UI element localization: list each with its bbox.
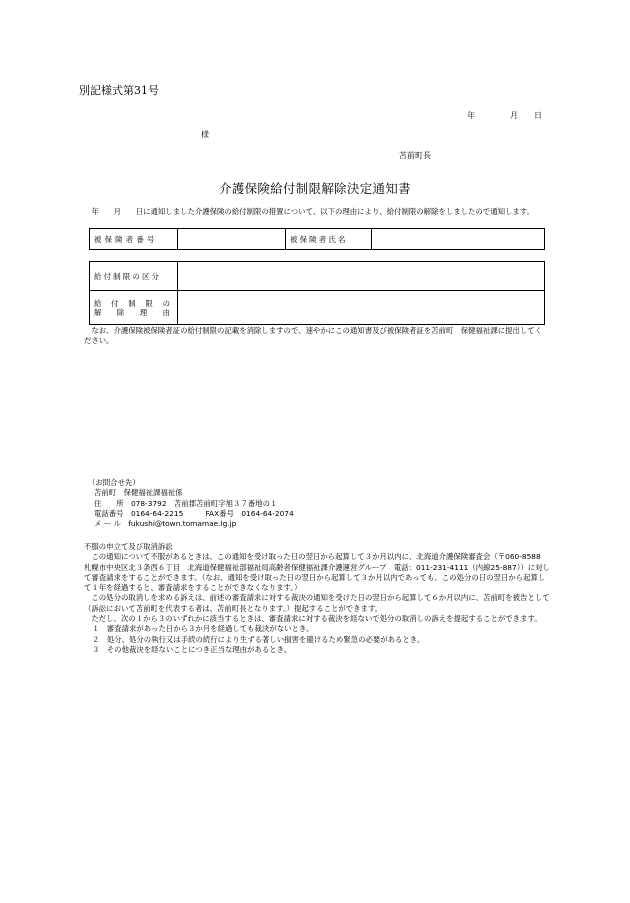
insured-number-value [178,229,286,250]
restriction-category-value [178,262,545,291]
date-year: 年 [467,111,475,120]
intro-text: 年 月 日に通知しました介護保険の給付制限の措置について、以下の理由により、給付制限の解除をしましたので通知します。 [84,207,534,216]
appeal-paragraph-1: この通知について不服があるときは、この通知を受け取った日の翌日から起算して３か月以内に、北海道介護保険審査会（〒060-8588 札幌市中央区北３条西６丁目 北海道保健福祉部福祉局高齢者保健福祉課介護運営グループ 電話：011-231-4111（内線25-887））に対して審査請求をすることができます。（なお、通知を受け取った日の翌日から起算して３か月以内であっても、この処分の日の翌日から起算して１年を経過すると、審査請求をすることができなくなります。） [84,552,550,593]
contact-department: 苫前町 保健福祉課福祉係 [94,488,183,498]
appeal-heading: 不服の申立て及び取消訴訟 [84,542,173,551]
appeal-section [84,542,550,655]
date-line [467,110,542,121]
document-title: 介護保険給付制限解除決定通知書 [219,181,411,196]
restriction-table [89,261,545,325]
restriction-category-label: 給付制限の区分 [90,262,178,291]
insured-name-value [372,229,545,250]
insured-number-label: 被保険者番号 [90,229,178,250]
insured-name-label: 被保険者氏名 [286,229,372,250]
issuer: 苫前町長 [399,151,431,160]
date-month: 月 [510,111,518,120]
insured-info-table [89,228,545,250]
note-text: なお、介護保険被保険者証の給付制限の記載を消除しますので、速やかにこの通知書及び被保険者証を苫前町 保健福祉課に提出してください。 [84,326,543,346]
contact-email: メ ー ル fukushi@town.tomamae.lg.jp [94,519,237,529]
reason-label-line1: 給 付 制 限 の [94,298,170,308]
contact-heading: （お問合せ先） [88,478,140,487]
cancellation-reason-label [90,291,178,325]
form-number: 別記様式第31号 [79,84,159,97]
appeal-item: ３ その他裁決を経ないことにつき正当な理由があるとき。 [92,644,292,654]
cancellation-reason-value [178,291,545,325]
date-day: 日 [534,111,542,120]
reason-label-line2: 解 除 理 由 [94,307,170,317]
contact-address: 住 所 078-3792 苫前郡苫前町字旭３７番地の１ [94,498,278,508]
appeal-item: ２ 処分、処分の執行又は手続の続行により生ずる著しい損害を避けるため緊急の必要があるとき。 [92,634,425,644]
contact-block [88,478,294,529]
appeal-paragraph-2: この処分の取消しを求める訴えは、前述の審査請求に対する裁決の通知を受けた日の翌日から起算して６か月以内に、苫前町を被告として（訴訟において苫前町を代表する者は、苫前町長となります。）提起することができます。 [84,593,550,613]
appeal-item: １ 審査請求があった日から３か月を経過しても裁決がないとき。 [92,624,314,634]
contact-phone: 電話番号 0164-64-2215 FAX番号 0164-64-2074 [94,508,294,518]
appeal-paragraph-3: ただし、次の１から３のいずれかに該当するときは、審査請求に対する裁決を経ないで処分の取消しの訴えを提起することができます。 [84,614,542,624]
addressee-suffix: 様 [201,130,209,139]
